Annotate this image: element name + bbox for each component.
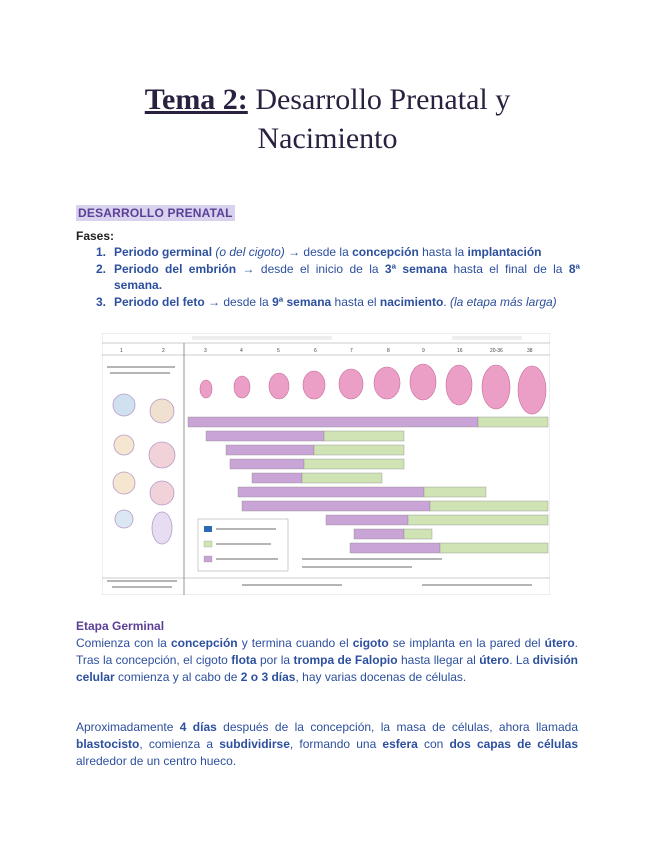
list-item xyxy=(92,261,580,293)
text: y termina cuando el xyxy=(237,636,353,650)
fase-text: desde la xyxy=(303,245,353,259)
text: , formando una xyxy=(289,737,383,751)
bold-text: esfera xyxy=(382,737,418,751)
week-label: 6 xyxy=(314,348,317,354)
title-line-1 xyxy=(0,80,655,119)
week-label: 7 xyxy=(350,348,353,354)
fase-text: hasta el xyxy=(331,295,380,309)
text: con xyxy=(417,737,450,751)
week-label: 20-36 xyxy=(490,348,503,354)
fase-bold: concepción xyxy=(352,245,419,259)
fase-text: hasta el final de la xyxy=(447,262,569,276)
paragraph-1 xyxy=(76,635,578,686)
title-underlined: Tema 2: xyxy=(144,83,248,116)
text: alrededor de un centro hueco. xyxy=(76,754,237,768)
fase-bold: implantación xyxy=(467,245,542,259)
page-title xyxy=(0,80,655,158)
fase-bold: 3ª semana xyxy=(384,262,448,276)
bold-text: dos capas de células xyxy=(449,737,578,751)
title-line-2: Nacimiento xyxy=(257,122,398,155)
section-heading: DESARROLLO PRENATAL xyxy=(78,206,233,220)
fase-term: Periodo del feto xyxy=(114,295,205,309)
fase-arrow: → xyxy=(284,245,304,259)
bold-text: trompa de Falopio xyxy=(293,653,398,667)
list-number: 1. xyxy=(96,245,107,259)
text: por la xyxy=(256,653,294,667)
text: Aproximadamente xyxy=(76,720,180,734)
fase-text: hasta la xyxy=(418,245,468,259)
list-number: 3. xyxy=(96,295,107,309)
text: se implanta en la pared del xyxy=(388,636,545,650)
week-label: 38 xyxy=(527,348,533,354)
embryo-development-chart-icon xyxy=(102,333,550,595)
text: . Tras la concepción, el cigoto xyxy=(76,636,578,667)
text: después de la concepción, la masa de células, ahora llamada xyxy=(216,720,578,734)
fase-bold: 8ª semana. xyxy=(114,262,580,292)
fase-bold: 9ª semana xyxy=(272,295,332,309)
week-label: 4 xyxy=(240,348,243,354)
fases-list xyxy=(92,244,580,311)
bold-text: 2 o 3 días xyxy=(240,670,296,684)
fase-arrow: → xyxy=(204,295,224,309)
week-label: 16 xyxy=(457,348,463,354)
bold-text: división celular xyxy=(76,653,578,684)
fase-bold: nacimiento xyxy=(379,295,444,309)
list-item xyxy=(92,294,580,310)
week-label: 2 xyxy=(162,348,165,354)
fase-text: desde el inicio de la xyxy=(260,262,385,276)
list-number: 2. xyxy=(96,262,107,276)
text: , hay varias docenas de células. xyxy=(295,670,467,684)
fase-arrow: → xyxy=(236,262,261,276)
bold-text: flota xyxy=(231,653,257,667)
fase-term: Periodo del embrión xyxy=(114,262,237,276)
bold-text: concepción xyxy=(170,636,238,650)
text: Comienza con la xyxy=(76,636,171,650)
title-rest: Desarrollo Prenatal y xyxy=(247,83,511,116)
text: comienza y al cabo de xyxy=(114,670,241,684)
fase-aside: (o del cigoto) xyxy=(212,245,285,259)
fase-text: . xyxy=(443,295,450,309)
text: hasta llegar al xyxy=(397,653,480,667)
text: , comienza a xyxy=(139,737,220,751)
fases-label: Fases: xyxy=(76,229,115,243)
bold-text: blastocisto xyxy=(76,737,140,751)
week-label: 9 xyxy=(422,348,425,354)
bold-text: cigoto xyxy=(352,636,389,650)
bold-text: útero xyxy=(479,653,510,667)
fase-term: Periodo germinal xyxy=(114,245,213,259)
week-label: 1 xyxy=(120,348,123,354)
fase-aside: (la etapa más larga) xyxy=(449,295,557,309)
bold-text: 4 días xyxy=(179,720,217,734)
etapa-germinal-heading: Etapa Germinal xyxy=(76,619,165,633)
paragraph-2 xyxy=(76,719,578,770)
list-item xyxy=(92,244,580,260)
week-label: 8 xyxy=(387,348,390,354)
week-label: 3 xyxy=(204,348,207,354)
bold-text: subdividirse xyxy=(219,737,290,751)
fase-text: desde la xyxy=(223,295,273,309)
text: . La xyxy=(509,653,533,667)
bold-text: útero xyxy=(544,636,575,650)
week-label: 5 xyxy=(277,348,280,354)
